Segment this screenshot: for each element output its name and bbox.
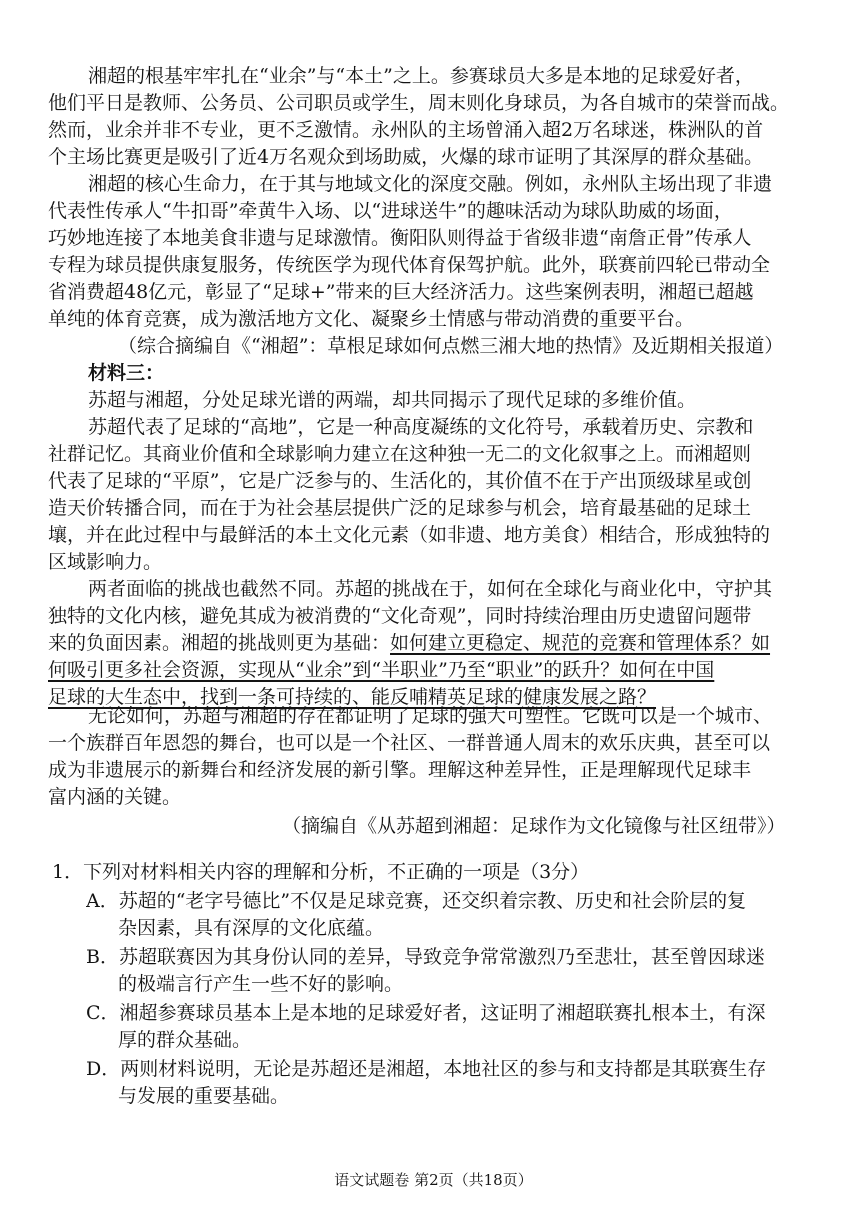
material-heading: 材料三： (88, 362, 165, 384)
paragraph-line: 无论如何，苏超与湘超的存在都证明了足球的强大可塑性。它既可以是一个城市、 (88, 705, 773, 727)
option-d-cont: 与发展的重要基础。 (118, 1085, 290, 1107)
option-c-cont: 厚的群众基础。 (118, 1029, 252, 1051)
option-d: D．两则材料说明，无论是苏超还是湘超，本地社区的参与和支持都是其联赛生存 (86, 1058, 767, 1080)
paragraph-line: 独特的文化内核，避免其成为被消费的“文化奇观”，同时持续治理由历史遗留问题带 (48, 605, 752, 627)
option-b-cont: 的极端言行产生一些不好的影响。 (118, 973, 404, 995)
question-stem: 1．下列对材料相关内容的理解和分析，不正确的一项是（3分） (52, 861, 590, 883)
page-footer: 语文试题卷 第2页（共18页） (334, 1171, 533, 1189)
option-b: B．苏超联赛因为其身份认同的差异，导致竞争常常激烈乃至悲壮，甚至曾因球迷 (86, 946, 765, 968)
source-citation: （综合摘编自《“湘超”：草根足球如何点燃三湘大地的热情》及近期相关报道） (118, 335, 784, 357)
source-citation: （摘编自《从苏超到湘超：足球作为文化镜像与社区纽带》） (282, 815, 786, 837)
underlined-text: 足球的大生态中，找到一条可持续的、能反哺精英足球的健康发展之路？ (48, 686, 657, 708)
paragraph-line: 湘超的核心生命力，在于其与地域文化的深度交融。例如，永州队主场出现了非遗 (88, 173, 773, 195)
paragraph-line: 代表性传承人“牛扣哥”牵黄牛入场、以“进球送牛”的趣味活动为球队助威的场面， (48, 200, 733, 222)
paragraph-line: 他们平日是教师、公务员、公司职员或学生，周末则化身球员，为各自城市的荣誉而战。 (48, 92, 790, 114)
option-a: A．苏超的“老字号德比”不仅是足球竞赛，还交织着宗教、历史和社会阶层的复 (86, 890, 747, 912)
paragraph-line: 区域影响力。 (48, 551, 163, 573)
paragraph-line: 代表了足球的“平原”，它是广泛参与的、生活化的，其价值不在于产出顶级球星或创 (48, 470, 752, 492)
paragraph-line: 苏超代表了足球的“高地”，它是一种高度凝练的文化符号，承载着历史、宗教和 (88, 416, 754, 438)
paragraph-line: 富内涵的关键。 (48, 786, 182, 808)
paragraph-line: 个主场比赛更是吸引了近4万名观众到场助威，火爆的球市证明了其深厚的群众基础。 (48, 146, 764, 168)
plain-text: 来的负面因素。湘超的挑战则更为基础： (48, 632, 391, 654)
paragraph-line: 然而，业余并非不专业，更不乏激情。永州队的主场曾涌入超2万名球迷，株洲队的首 (48, 119, 764, 141)
paragraph-line: 省消费超48亿元，彰显了“足球+”带来的巨大经济活力。这些案例表明，湘超已超越 (48, 281, 754, 303)
underlined-text: 如何建立更稳定、规范的竞赛和管理体系？如 (390, 632, 771, 654)
option-a-cont: 杂因素，具有深厚的文化底蕴。 (118, 917, 385, 939)
underlined-text: 何吸引更多社会资源，实现从“业余”到“半职业”乃至“职业”的跃升？如何在中国 (48, 659, 715, 681)
paragraph-line: 造天价转播合同，而在于为社会基层提供广泛的足球参与机会，培育最基础的足球土 (48, 497, 752, 519)
paragraph-line (48, 629, 818, 657)
paragraph-line: 苏超与湘超，分处足球光谱的两端，却共同揭示了现代足球的多维价值。 (88, 389, 697, 411)
paragraph-line: 壤，并在此过程中与最鲜活的本土文化元素（如非遗、地方美食）相结合，形成独特的 (48, 524, 771, 546)
paragraph-line: 专程为球员提供康复服务，传统医学为现代体育保驾护航。此外，联赛前四轮已带动全 (48, 254, 771, 276)
paragraph-line (48, 656, 818, 684)
paragraph-line: 社群记忆。其商业价值和全球影响力建立在这种独一无二的文化叙事之上。而湘超则 (48, 443, 752, 465)
paragraph-line: 巧妙地连接了本地美食非遗与足球激情。衡阳队则得益于省级非遗“南詹正骨”传承人 (48, 227, 752, 249)
option-c: C．湘超参赛球员基本上是本地的足球爱好者，这证明了湘超联赛扎根本土，有深 (86, 1002, 766, 1024)
paragraph-line: 一个族群百年恩怨的舞台，也可以是一个社区、一群普通人周末的欢乐庆典，甚至可以 (48, 732, 771, 754)
paragraph-line: 湘超的根基牢牢扎在“业余”与“本土”之上。参赛球员大多是本地的足球爱好者， (88, 65, 754, 87)
paragraph-line: 成为非遗展示的新舞台和经济发展的新引擎。理解这种差异性，正是理解现代足球丰 (48, 759, 752, 781)
paragraph-line: 单纯的体育竞赛，成为激活地方文化、凝聚乡土情感与带动消费的重要平台。 (48, 308, 695, 330)
paragraph-line: 两者面临的挑战也截然不同。苏超的挑战在于，如何在全球化与商业化中，守护其 (88, 578, 773, 600)
